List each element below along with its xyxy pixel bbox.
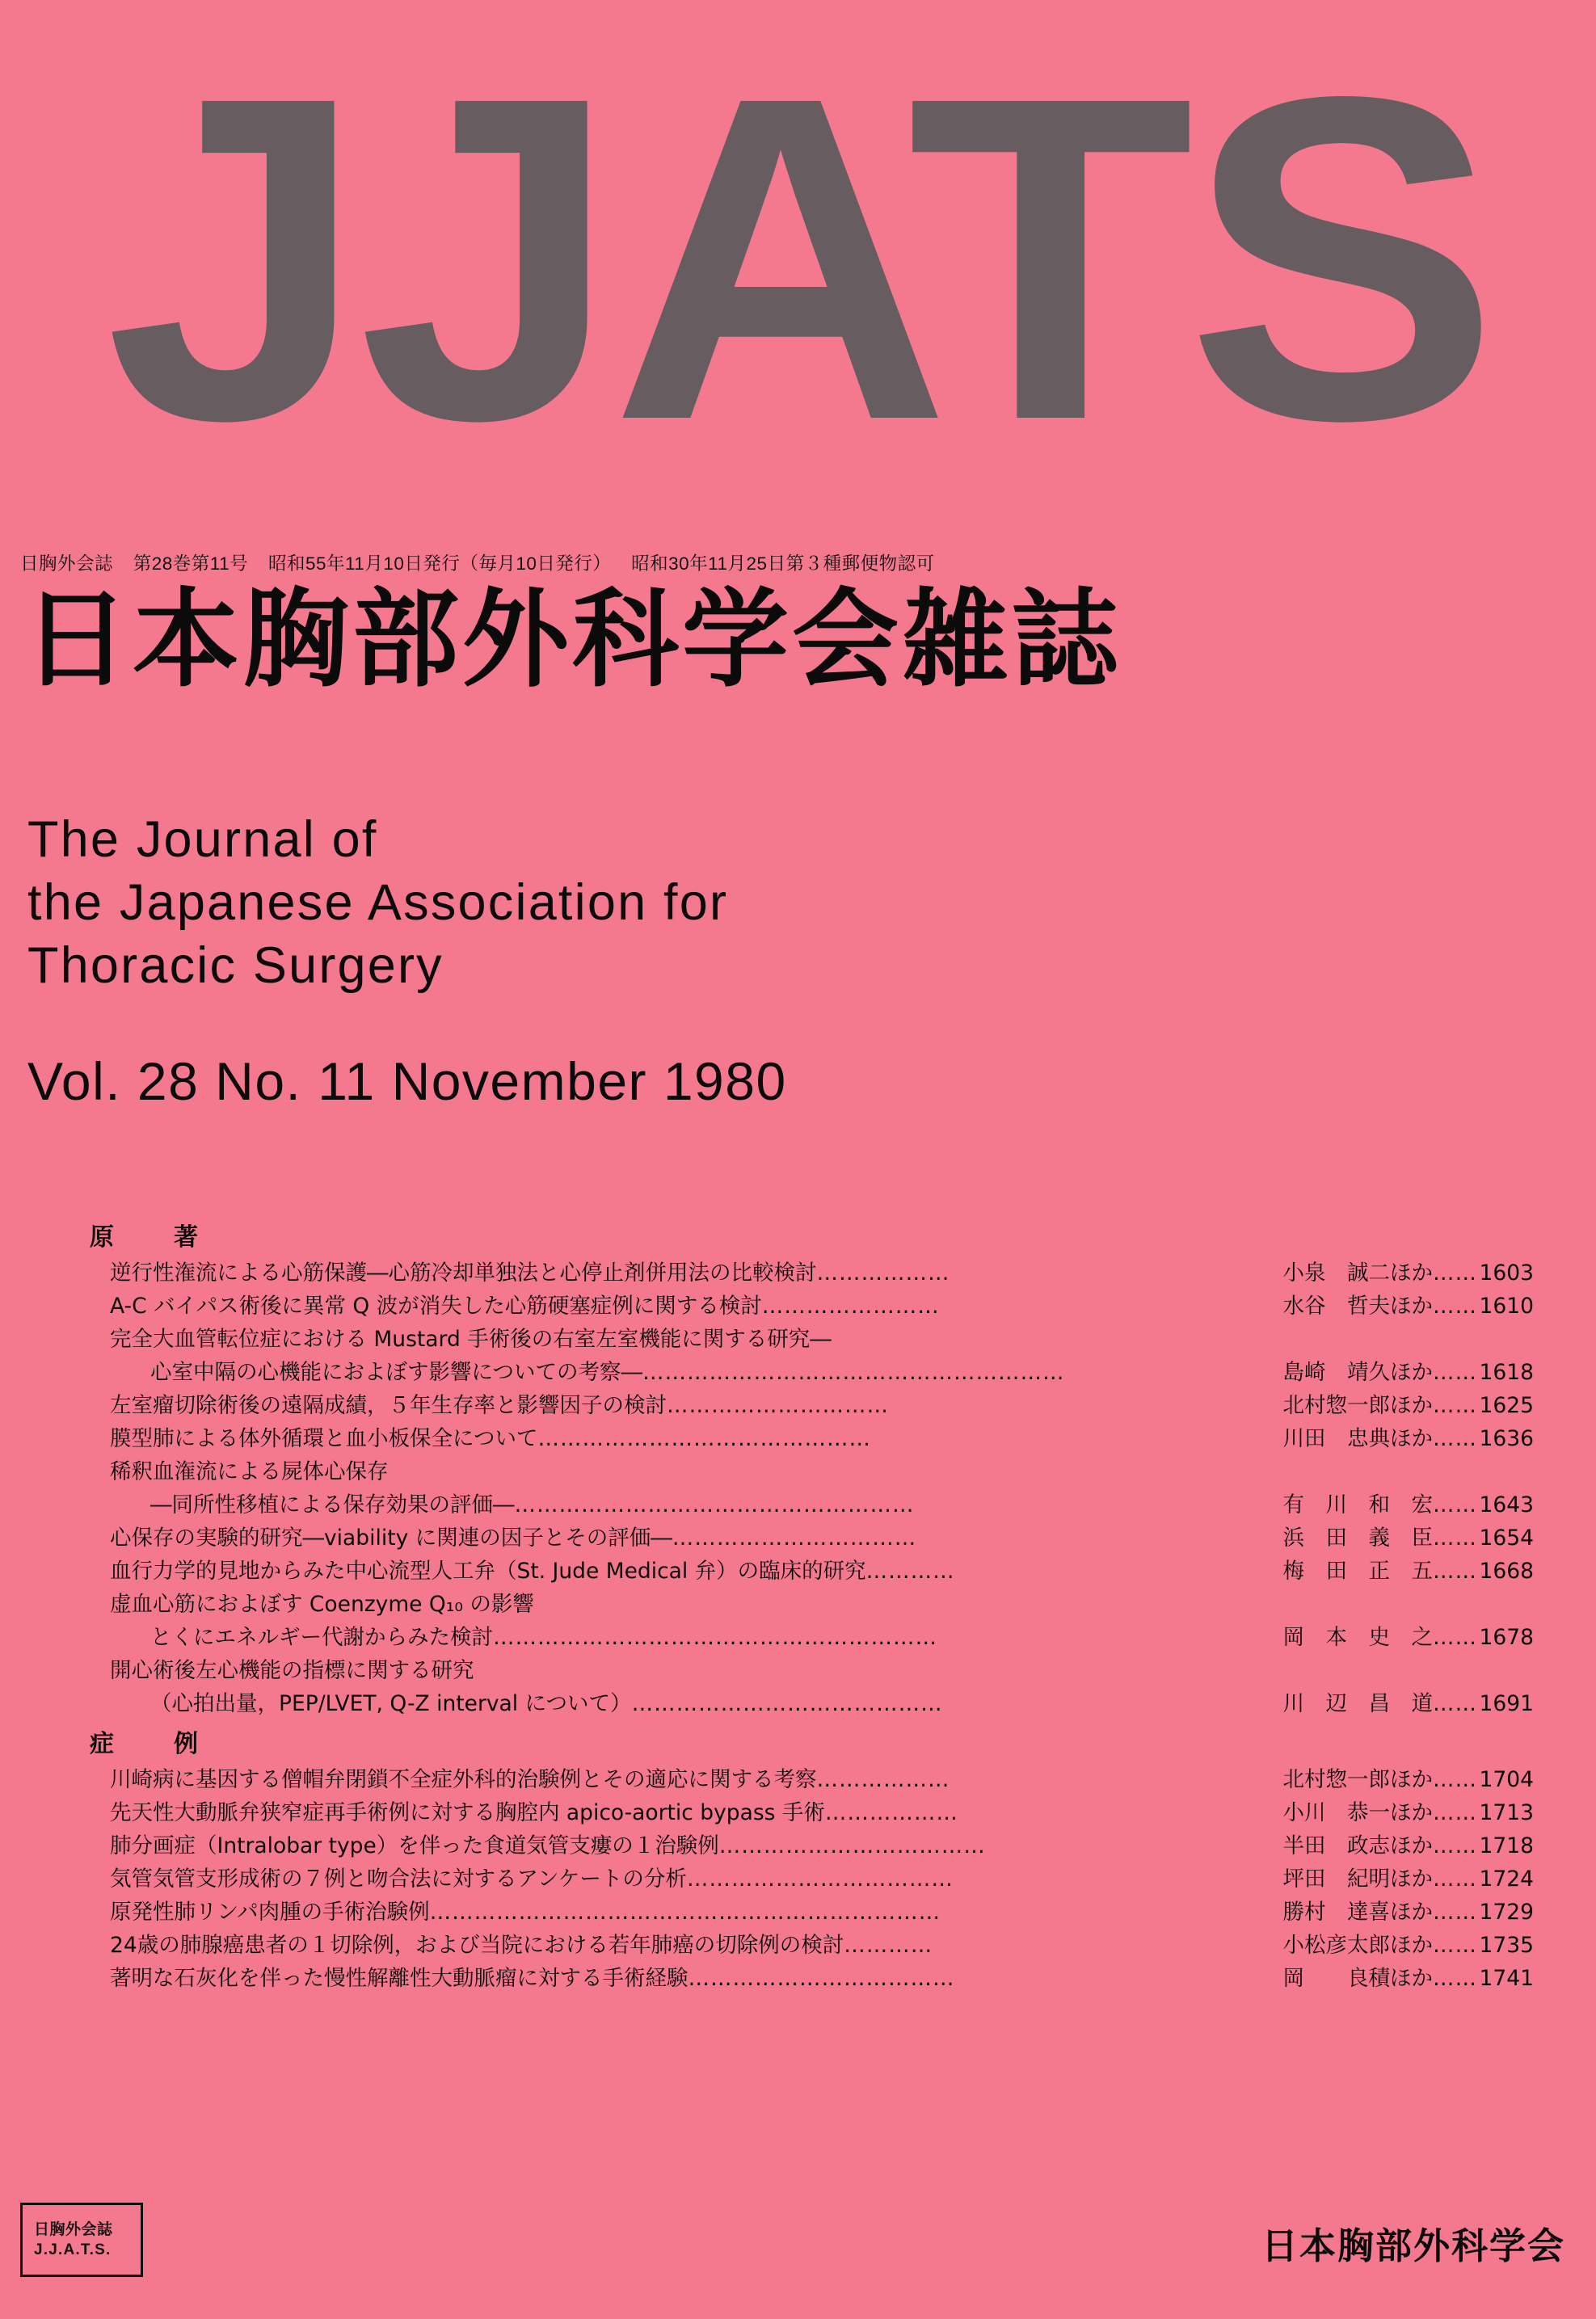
toc-entry [87,1524,1534,1553]
toc-dots: …… [1433,1933,1477,1958]
toc-author: 小川 恭一ほか [1282,1800,1433,1825]
toc-dots: …… [1433,1767,1477,1792]
toc-page: 1704 [1479,1767,1534,1792]
toc-page: 1625 [1479,1393,1534,1418]
toc-leader: ……………… [816,1767,950,1792]
legal-part-publication: 昭和55年11月10日発行（毎月10日発行） [267,553,612,574]
logo-latin-abbrev: J.J.A.T.S. [34,2241,112,2258]
toc-dots: …… [1433,1559,1477,1584]
toc-author: 水谷 哲夫ほか [1282,1294,1433,1319]
toc-leader: ………… [844,1933,933,1958]
toc-entry [87,1690,1534,1719]
publisher-society: 日本胸部外科学会 [1261,2224,1565,2267]
toc-page: 1713 [1479,1800,1534,1825]
toc-dots: …… [1433,1426,1477,1451]
toc-author: 北村惣一郎ほか [1282,1393,1433,1418]
toc-dots: …… [1433,1625,1477,1650]
toc-title: 逆行性潅流による心筋保護―心筋冷却単独法と心停止剤併用法の比較検討 [110,1261,817,1286]
toc-entry [87,1832,1534,1861]
toc-leader: ……………… [816,1261,950,1286]
toc-leader: ……………………………… [718,1833,986,1858]
toc-title: ―同所性移植による保存効果の評価― [150,1492,515,1517]
english-title-line-3: Thoracic Surgery [27,937,444,994]
toc-leader: ………… [865,1559,955,1584]
toc-page: 1654 [1479,1526,1534,1551]
toc-entry [87,1766,1534,1795]
toc-title: 膜型肺による体外循環と血小板保全について [110,1426,538,1451]
toc-page: 1735 [1479,1933,1534,1958]
section-heading-case-reports: 症 例 [90,1730,216,1758]
toc-title: 24歳の肺腺癌患者の１切除例，および当院における若年肺癌の切除例の検討 [110,1933,844,1958]
english-title [27,808,1159,997]
english-title-line-2: the Japanese Association for [27,874,729,931]
toc-dots: …… [1433,1691,1477,1716]
toc-page: 1678 [1479,1625,1534,1650]
toc-title: 心保存の実験的研究―viability に関連の因子とその評価― [110,1526,672,1551]
toc-page: 1618 [1479,1360,1534,1385]
toc-dots: …… [1433,1492,1477,1517]
toc-title: 開心術後左心機能の指標に関する研究 [110,1658,474,1683]
toc-author: 小泉 誠二ほか [1282,1261,1433,1286]
toc-page: 1691 [1479,1691,1534,1716]
masthead-text: JJATS [104,1,1492,516]
masthead-logo [0,1,1596,533]
toc-dots: …… [1433,1900,1477,1925]
toc-dots: …… [1433,1526,1477,1551]
toc-leader: ……………………………… [686,1867,954,1892]
toc-leader: ……………………………… [688,1966,955,1991]
toc-title: （心拍出量，PEP/LVET, Q-Z interval について） [150,1691,632,1716]
toc-dots: …… [1433,1867,1477,1892]
toc-author: 浜 田 義 臣 [1282,1526,1433,1551]
toc-author: 岡 良積ほか [1282,1966,1433,1991]
toc-title: とくにエネルギー代謝からみた検討 [150,1625,493,1650]
journal-abbreviation-logo [20,2203,143,2277]
toc-title: 原発性肺リンパ肉腫の手術治験例 [110,1900,430,1925]
toc-leader: …………………… [761,1294,940,1319]
toc-author: 坪田 紀明ほか [1282,1867,1433,1892]
toc-entry [87,1931,1534,1960]
legal-part-journal: 日胸外会誌 [20,553,114,574]
toc-entry [87,1557,1534,1586]
toc-entry [87,1259,1534,1288]
toc-entry [87,1623,1534,1652]
toc-dots: …… [1433,1360,1477,1385]
toc-title: 先天性大動脈弁狭窄症再手術例に対する胸腔内 apico-aortic bypass 手術 [110,1800,825,1825]
toc-leader: ……………………………………… [537,1426,871,1451]
toc-title: 血行力学的見地からみた中心流型人工弁（St. Jude Medical 弁）の臨床的研究 [110,1559,866,1584]
legal-part-volume: 第28巻第11号 [133,553,249,574]
toc-entry [87,1865,1534,1894]
toc-author: 小松彦太郎ほか [1282,1933,1433,1958]
toc-dots: …… [1433,1393,1477,1418]
toc-entry [87,1425,1534,1454]
toc-leader: ………………………… [667,1393,889,1418]
toc-dots: …… [1433,1833,1477,1858]
toc-title: 左室瘤切除術後の遠隔成績，５年生存率と影響因子の検討 [110,1393,667,1418]
toc-leader: …………………………………………………………… [429,1900,941,1925]
toc-author: 半田 政志ほか [1282,1833,1433,1858]
toc-page: 1643 [1479,1492,1534,1517]
toc-page: 1610 [1479,1294,1534,1319]
toc-page: 1718 [1479,1833,1534,1858]
japanese-title: 日本胸部外科学会雑誌 [23,578,1122,702]
toc-entry [87,1292,1534,1321]
toc-title: 心室中隔の心機能におよぼす影響についての考察― [150,1360,642,1385]
toc-title: 虚血心筋におよぼす Coenzyme Q₁₀ の影響 [110,1592,534,1617]
toc-page: 1724 [1479,1867,1534,1892]
toc-leader: …………………………… [672,1526,917,1551]
toc-author: 川 辺 昌 道 [1282,1691,1433,1716]
toc-author: 勝村 達喜ほか [1282,1900,1433,1925]
toc-entry [87,1799,1534,1828]
toc-author: 梅 田 正 五 [1282,1559,1433,1584]
toc-page: 1603 [1479,1261,1534,1286]
toc-entry [87,1358,1534,1387]
legal-notice-line [20,549,1313,575]
toc-entry [87,1590,1534,1619]
english-title-line-1: The Journal of [27,811,378,868]
toc-dots: …… [1433,1294,1477,1319]
toc-title: 稀釈血潅流による屍体心保存 [110,1459,389,1484]
toc-author: 有 川 和 宏 [1282,1492,1433,1517]
toc-entry [87,1391,1534,1420]
toc-title: 著明な石灰化を伴った慢性解離性大動脈瘤に対する手術経験 [110,1966,689,1991]
toc-dots: …… [1433,1800,1477,1825]
toc-author: 島崎 靖久ほか [1282,1360,1433,1385]
toc-leader: …………………………………… [631,1691,943,1716]
volume-issue-date: Vol. 28 No. 11 November 1980 [27,1051,787,1111]
toc-title: 気管気管支形成術の７例と吻合法に対するアンケートの分析 [110,1867,687,1892]
toc-page: 1636 [1479,1426,1534,1451]
logo-japanese-abbrev: 日胸外会誌 [34,2220,113,2238]
toc-entry [87,1458,1534,1487]
section-heading-original-articles: 原 著 [90,1223,216,1252]
toc-leader: …………………………………………………… [493,1625,937,1650]
toc-dots: …… [1433,1966,1477,1991]
legal-part-postal: 昭和30年11月25日第３種郵便物認可 [631,553,935,574]
toc-entry [87,1656,1534,1686]
toc-leader: ………………………………………………… [642,1360,1065,1385]
toc-author: 岡 本 史 之 [1282,1625,1433,1650]
toc-page: 1668 [1479,1559,1534,1584]
toc-author: 川田 忠典ほか [1282,1426,1433,1451]
toc-title: 川崎病に基因する僧帽弁閉鎖不全症外科的治験例とその適応に関する考察 [110,1767,817,1792]
table-of-contents [87,1212,1534,1997]
toc-entry [87,1491,1534,1520]
toc-entry [87,1964,1534,1993]
toc-entry [87,1898,1534,1927]
toc-author: 北村惣一郎ほか [1282,1767,1433,1792]
toc-entry [87,1325,1534,1354]
toc-title: 肺分画症（Intralobar type）を伴った食道気管支瘻の１治験例 [110,1833,719,1858]
toc-title: 完全大血管転位症における Mustard 手術後の右室左室機能に関する研究― [110,1327,832,1352]
toc-leader: ……………………………………………… [514,1492,915,1517]
toc-title: A-C バイパス術後に異常 Q 波が消失した心筋硬塞症例に関する検討 [110,1294,762,1319]
toc-leader: ……………… [824,1800,958,1825]
toc-dots: …… [1433,1261,1477,1286]
toc-page: 1729 [1479,1900,1534,1925]
toc-page: 1741 [1479,1966,1534,1991]
